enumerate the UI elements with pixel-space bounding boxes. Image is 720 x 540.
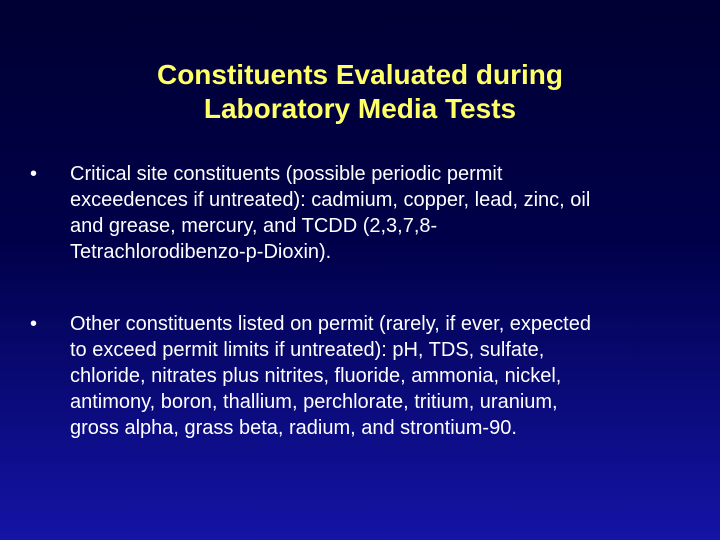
bullet-text-line: Other constituents listed on permit (rarely, if ever, expected: [70, 313, 591, 335]
bullet-text-line: antimony, boron, thallium, perchlorate, tritium, uranium,: [70, 391, 558, 413]
slide-title-line-2: Laboratory Media Tests: [203, 93, 517, 124]
bullet-text-line: gross alpha, grass beta, radium, and strontium-90.: [70, 417, 517, 439]
bullet-item-critical-constituents: [30, 161, 705, 265]
bullet-text-line: and grease, mercury, and TCDD (2,3,7,8-: [70, 215, 438, 237]
slide-title: [0, 58, 720, 126]
bullet-text-line: exceedences if untreated): cadmium, copper, lead, zinc, oil: [70, 189, 591, 211]
bullet-marker: •: [30, 163, 38, 185]
bullet-text: [70, 161, 705, 265]
bullet-text-line: Tetrachlorodibenzo-p-Dioxin).: [70, 241, 332, 263]
bullet-text-line: Critical site constituents (possible periodic permit: [70, 163, 503, 185]
slide-title-line-1: Constituents Evaluated during: [156, 59, 564, 90]
bullet-marker: •: [30, 313, 38, 335]
bullet-text-line: to exceed permit limits if untreated): pH, TDS, sulfate,: [70, 339, 545, 361]
bullet-text-line: chloride, nitrates plus nitrites, fluoride, ammonia, nickel,: [70, 365, 562, 387]
bullet-text: [70, 311, 705, 441]
bullet-item-other-constituents: [30, 311, 705, 441]
bullet-list: [30, 161, 705, 441]
